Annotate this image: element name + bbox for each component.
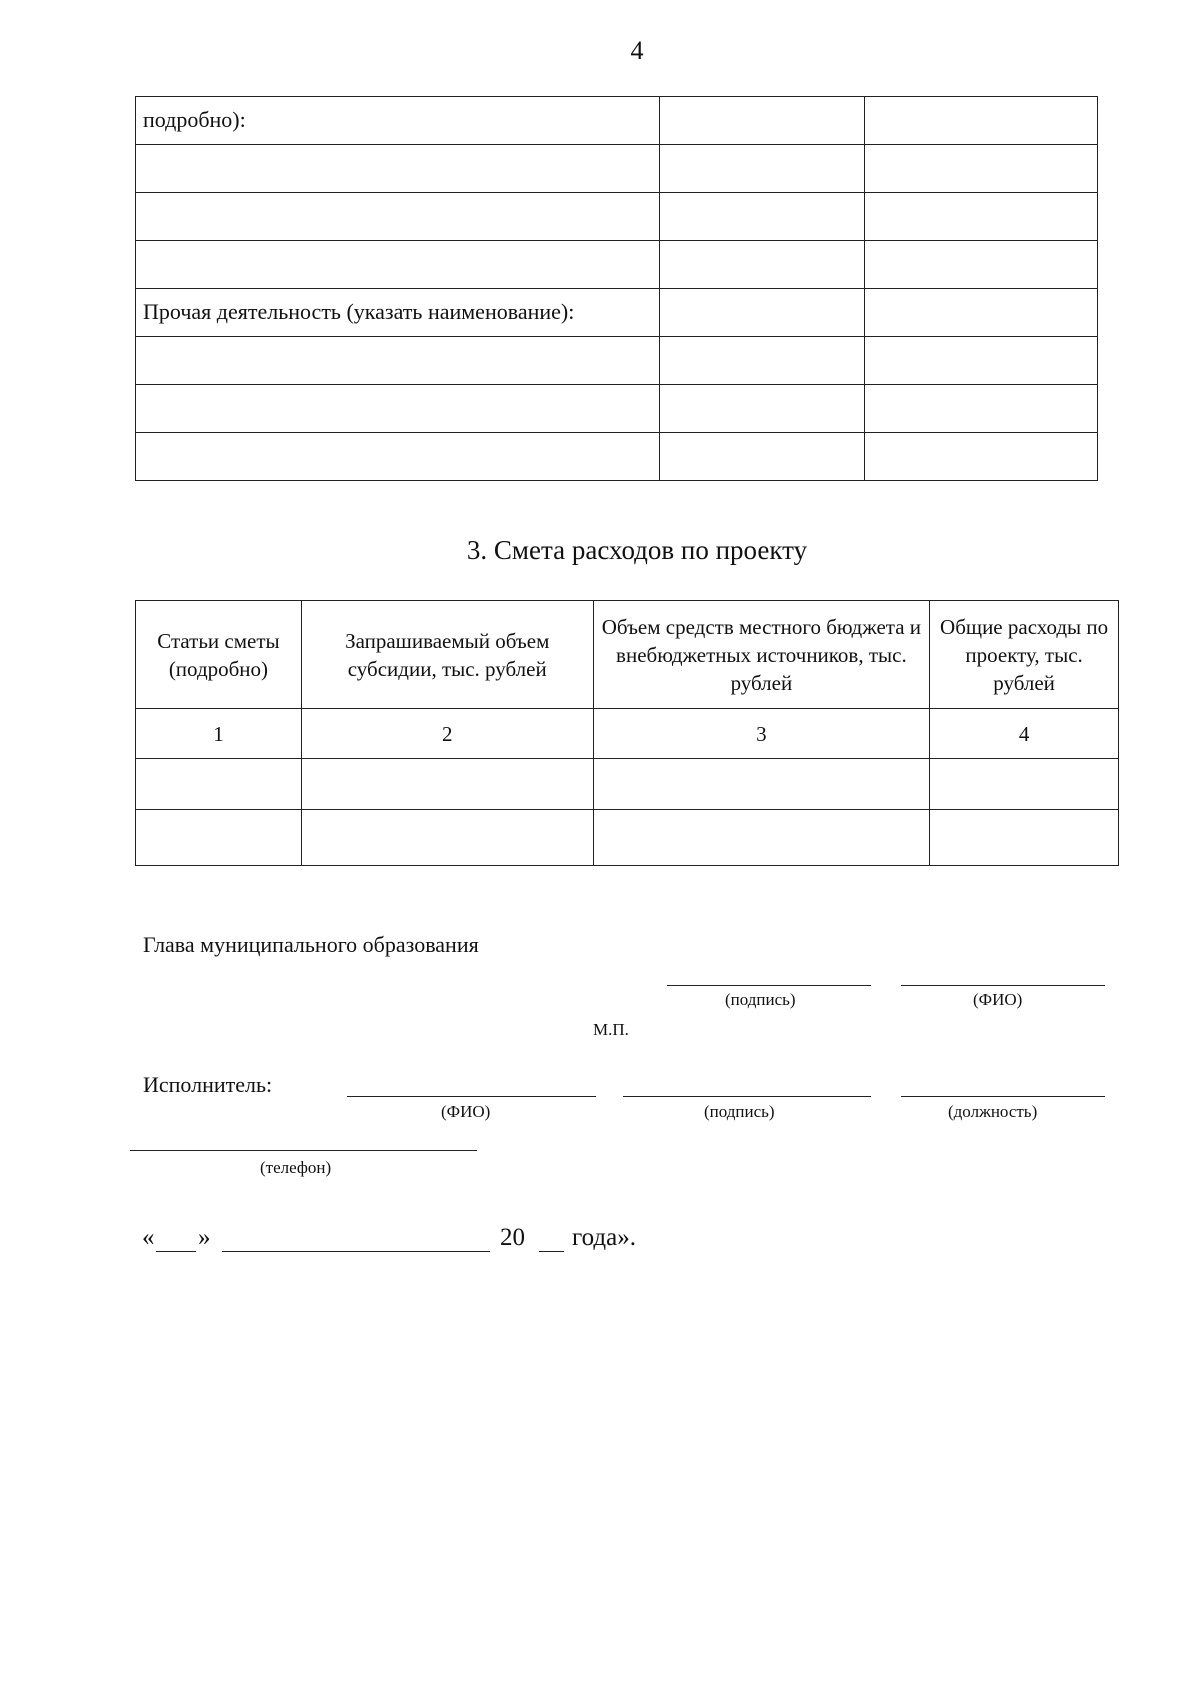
table-cell[interactable] xyxy=(865,241,1098,289)
head-signature-caption: (подпись) xyxy=(725,990,796,1009)
table-row xyxy=(136,385,1098,433)
head-label: Глава муниципального образования xyxy=(143,932,479,957)
table-cell: подробно): xyxy=(136,97,660,145)
table-row xyxy=(136,97,1098,145)
table-cell[interactable] xyxy=(593,759,930,810)
budget-estimate-table xyxy=(135,600,1119,866)
table-cell[interactable] xyxy=(136,759,302,810)
table-cell[interactable] xyxy=(593,810,930,866)
table-cell[interactable] xyxy=(136,810,302,866)
head-fio-line[interactable] xyxy=(901,985,1105,986)
page-number: 4 xyxy=(630,36,644,65)
date-month-line[interactable] xyxy=(222,1251,490,1252)
column-number: 2 xyxy=(301,709,593,759)
table-cell[interactable] xyxy=(930,810,1119,866)
header-cell: Статьи сметы (подробно) xyxy=(136,601,302,709)
table-cell[interactable] xyxy=(659,289,865,337)
date-close-quote: » xyxy=(198,1224,211,1251)
header-cell: Общие расходы по проекту, тыс. рублей xyxy=(930,601,1119,709)
table-row xyxy=(136,433,1098,481)
table-cell[interactable] xyxy=(865,193,1098,241)
table-cell[interactable] xyxy=(659,337,865,385)
table-cell[interactable] xyxy=(136,193,660,241)
table-cell[interactable] xyxy=(659,145,865,193)
column-number: 4 xyxy=(930,709,1119,759)
executor-signature-line[interactable] xyxy=(623,1096,871,1097)
phone-caption: (телефон) xyxy=(260,1158,332,1177)
date-day-line[interactable] xyxy=(156,1251,196,1252)
table-cell[interactable] xyxy=(659,433,865,481)
table-row xyxy=(136,337,1098,385)
column-number: 3 xyxy=(593,709,930,759)
header-cell: Объем средств местного бюджета и внебюджетных источников, тыс. рублей xyxy=(593,601,930,709)
table-cell[interactable] xyxy=(930,759,1119,810)
date-open-quote: « xyxy=(142,1224,155,1251)
date-year-prefix: 20 xyxy=(500,1224,525,1251)
activities-table xyxy=(135,96,1098,481)
table-cell[interactable] xyxy=(865,433,1098,481)
executor-signature-caption: (подпись) xyxy=(704,1102,775,1121)
table-cell[interactable] xyxy=(136,385,660,433)
date-suffix: года». xyxy=(572,1224,636,1251)
table-cell[interactable] xyxy=(301,810,593,866)
header-cell: Запрашиваемый объем субсидии, тыс. рублей xyxy=(301,601,593,709)
executor-fio-caption: (ФИО) xyxy=(441,1102,491,1121)
table-cell[interactable] xyxy=(136,337,660,385)
table-cell[interactable] xyxy=(136,241,660,289)
table-cell[interactable] xyxy=(865,97,1098,145)
date-year-line[interactable] xyxy=(539,1251,564,1252)
table-header-row xyxy=(136,601,1119,709)
table-cell[interactable] xyxy=(659,193,865,241)
table-cell[interactable] xyxy=(865,289,1098,337)
table-cell[interactable] xyxy=(865,385,1098,433)
table-row xyxy=(136,810,1119,866)
table-cell[interactable] xyxy=(865,145,1098,193)
table-cell[interactable] xyxy=(301,759,593,810)
executor-position-line[interactable] xyxy=(901,1096,1105,1097)
table-row xyxy=(136,241,1098,289)
table-cell[interactable] xyxy=(136,145,660,193)
phone-line[interactable] xyxy=(130,1150,477,1151)
executor-fio-line[interactable] xyxy=(347,1096,596,1097)
table-row xyxy=(136,759,1119,810)
executor-label: Исполнитель: xyxy=(143,1072,273,1097)
column-number: 1 xyxy=(136,709,302,759)
table-cell[interactable] xyxy=(659,385,865,433)
table-cell[interactable] xyxy=(659,97,865,145)
head-signature-line[interactable] xyxy=(667,985,871,986)
table-row xyxy=(136,193,1098,241)
table-row xyxy=(136,145,1098,193)
column-number-row xyxy=(136,709,1119,759)
executor-position-caption: (должность) xyxy=(948,1102,1038,1121)
table-cell[interactable] xyxy=(659,241,865,289)
table-cell[interactable] xyxy=(865,337,1098,385)
section-title: 3. Смета расходов по проекту xyxy=(466,535,808,565)
table-cell: Прочая деятельность (указать наименование): xyxy=(136,289,660,337)
table-row xyxy=(136,289,1098,337)
head-fio-caption: (ФИО) xyxy=(973,990,1023,1009)
table-cell[interactable] xyxy=(136,433,660,481)
stamp-label: М.П. xyxy=(593,1020,629,1039)
